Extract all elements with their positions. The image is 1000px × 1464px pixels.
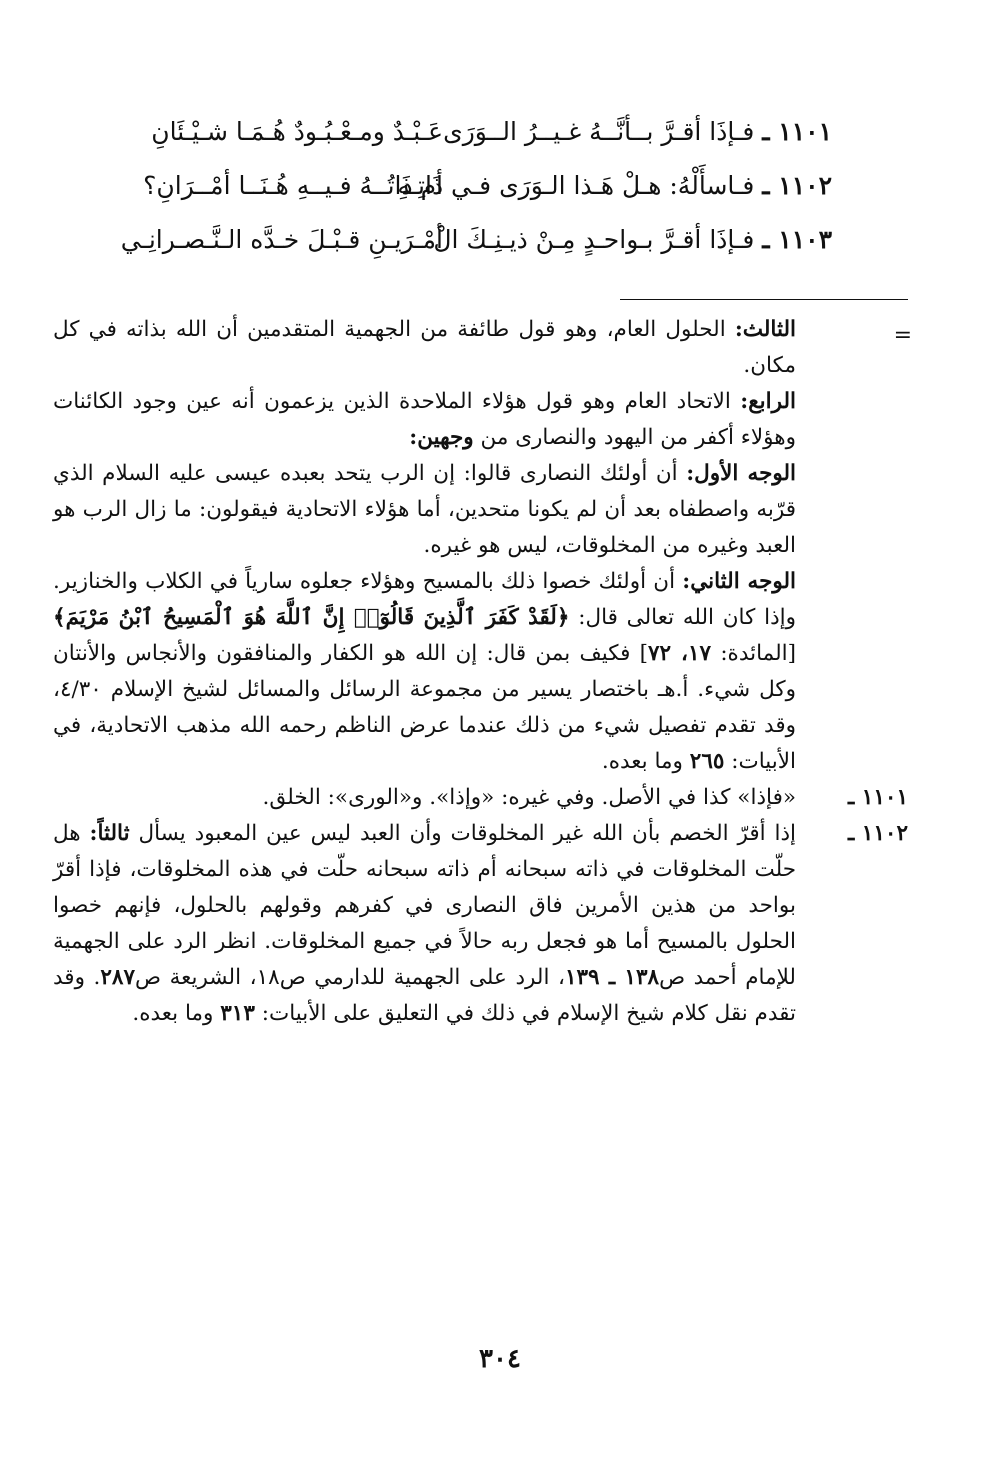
note-text: أن أولئك النصارى قالوا: إن الرب يتحد بعبده عيسى عليه السلام الذي قرّبه واصطفاه بعد أن لم يكونا متحدين، أما هؤلاء الاتحادية فيقولون: ما زال الرب هو العبد وغيره من المخلوقات، ليس هو غيره. [53,461,796,558]
verse-1102 [53,166,908,220]
verse-second-hemistich: أم ذَاتُــهُ فـيــهِ هُـنَــا أمْــرَانِ؟ [143,171,443,200]
note-label: الثالث: [734,317,796,342]
verse-first-text: فـاسأَلْهُ: هـلْ هَـذا الـوَرَى فـي ذَاتِـهِ [397,171,755,200]
verse-first-hemistich [397,166,908,206]
footnote-separator [620,299,908,300]
note-fourth [53,384,796,456]
note-third [53,312,796,384]
footnote-number: ١١٠١ ـ [848,785,908,810]
note-text: الحلول العام، وهو قول طائفة من الجهمية المتقدمين أن الله بذاته في كل مكان. [53,317,796,378]
note-text: الاتحاد العام وهو قول هؤلاء الملاحدة الذين يزعمون أنه عين وجود الكائنات وهؤلاء أكفر من اليهود والنصارى من [53,389,796,450]
poem-verses [53,112,908,274]
verse-first-text: فـإذَا أقـرَّ بـواحـدٍ مِـنْ ذيـنِـكَ الْ [433,225,755,254]
footnotes [53,312,912,1032]
verse-first-hemistich [443,112,908,152]
verse-reference: ٣١٣ [220,1001,255,1026]
note-second-face [53,564,796,780]
note-label: الرابع: [740,389,796,414]
footnote-text: . وقد تقدم نقل كلام شيخ الإسلام في ذلك في التعليق على الأبيات: [53,965,796,1026]
note-label: الوجه الأول: [686,461,797,486]
footnote-1102 [53,816,908,1032]
note-text: [المائدة: [711,641,796,666]
footnote-bold-text: ثالثاً: [89,821,130,846]
quran-quote: ﴿لَقَدْ كَفَرَ ٱلَّذِينَ قَالُوٓا۟ إِنَّ ٱللَّهَ هُوَ ٱلْمَسِيحُ ٱبْنُ مَرْيَمَ﴾ [53,605,570,630]
verse-first-text: فـإذَا أقـرَّ بــأنَّــهُ غـيــرُ الــوَرَى [443,117,755,146]
note-text: وما بعده. [601,749,690,774]
footnote-text: إذا أقرّ الخصم بأن الله غير المخلوقات وأن العبد ليس عين المعبود يسأل [129,821,796,846]
footnote-text: هل حلّت المخلوقات في ذاته سبحانه أم ذاته سبحانه حلّت في هذه المخلوقات، فإذا أقرّ بواحد من هذين الأمرين فاق النصارى في كفرهم وقولهم بالحلول، فإنهم خصوا الحلول بالمسيح أما هو فجعل ربه حالاً في جميع المخلوقات. انظر الرد على الجهمية للإمام أحمد ص [53,821,796,990]
verse-second-hemistich: عَـبْـدٌ ومـعْـبُـودٌ هُـمَـا شـيْـئَانِ [151,117,443,146]
verse-1103 [53,220,908,274]
footnote-number: ١١٠٢ ـ [848,821,908,846]
footnote-text: ، الرد على الجهمية للدارمي ص [279,965,565,990]
note-first-face [53,456,796,564]
note-label: الوجه الثاني: [682,569,796,594]
note-bold-text: وجهين: [409,425,474,450]
footnote-text: وما بعده. [132,1001,221,1026]
verse-reference: ١٧، ٧٢ [648,641,712,666]
page-reference: ١٨ [256,965,280,990]
verse-number: ١١٠١ ـ [762,117,832,146]
footnote-text: ، الشريعة ص [135,965,257,990]
verse-reference: ٢٦٥ [689,749,725,774]
verse-number: ١١٠٢ ـ [762,171,832,200]
page-number: ٣٠٤ [479,1344,521,1374]
verse-1101 [53,112,908,166]
note-text: أن أولئك خصوا ذلك بالمسيح وهؤلاء جعلوه سارياً في الكلاب والخنازير. وإذا كان الله تعالى قال: [53,569,796,630]
footnote-text: «فإذا» كذا في الأصل. وفي غيره: «وإذا». و«الورى»: الخلق. [262,785,796,810]
page-reference: ٢٨٧ [100,965,136,990]
footnote-1101 [53,780,908,816]
page-reference: ١٣٨ ـ ١٣٩ [564,965,660,990]
verse-number: ١١٠٣ ـ [762,225,832,254]
verse-first-hemistich [433,220,908,260]
note-text: ] فكيف بمن قال: إن الله هو الكفار والمنافقون والأنجاس والأنتان وكل شيء. أ.هـ باختصار يسير من مجموعة الرسائل والمسائل لشيخ الإسلام ٤/٣٠، وقد تقدم تفصيل شيء من ذلك عندما عرض الناظم رحمه الله مذهب الاتحادية، في الأبيات: [53,641,796,774]
continuation-mark: = [893,323,912,348]
verse-second-hemistich: أمْـرَيـنِ قـبْـلَ خـدَّه الـنَّـصـرانِـي [120,225,443,254]
